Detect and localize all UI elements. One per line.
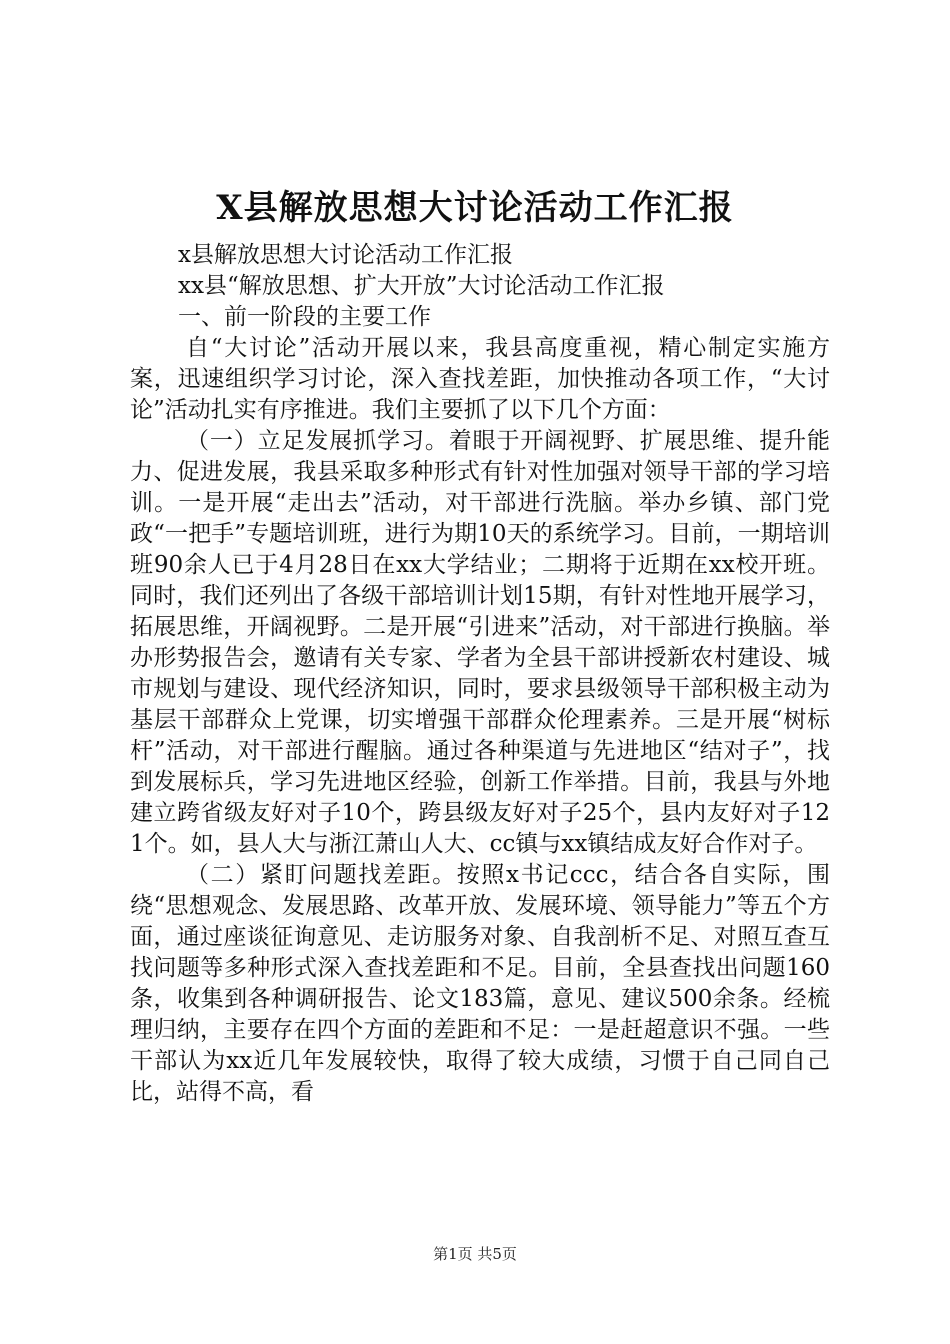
paragraph-intro: 自“大讨论”活动开展以来，我县高度重视，精心制定实施方案，迅速组织学习讨论，深入查找差距，加快推动各项工作，“大讨论”活动扎实有序推进。我们主要抓了以下几个方面： — [130, 335, 830, 423]
section-heading: 一、前一阶段的主要工作 — [178, 304, 431, 330]
subtitle-1: x县解放思想大讨论活动工作汇报 — [178, 242, 513, 268]
paragraph-gaps: （二）紧盯问题找差距。按照x书记ccc，结合各自实际，围绕“思想观念、发展思路、改革开放、发展环境、领导能力”等五个方面，通过座谈征询意见、走访服务对象、自我剖析不足、对照互查互找问题等多种形式深入查找差距和不足。目前，全县查找出问题160条，收集到各种调研报告、论文183篇，意见、建议500余条。经梳理归纳，主要存在四个方面的差距和不足：一是赶超意识不强。一些干部认为xx近几年发展较快，取得了较大成绩，习惯于自己同自己比，站得不高，看 — [130, 862, 830, 1105]
document-title: X县解放思想大讨论活动工作汇报 — [216, 188, 734, 228]
subtitle-2: xx县“解放思想、扩大开放”大讨论活动工作汇报 — [178, 273, 665, 299]
page-footer: 第1页 共5页 — [433, 1245, 517, 1263]
document-body — [130, 240, 830, 1108]
paragraph-study: （一）立足发展抓学习。着眼于开阔视野、扩展思维、提升能力、促进发展，我县采取多种形式有针对性加强对领导干部的学习培训。一是开展“走出去”活动，对干部进行洗脑。举办乡镇、部门党政“一把手”专题培训班，进行为期10天的系统学习。目前，一期培训班90余人已于4月28日在xx大学结业；二期将于近期在xx校开班。同时，我们还列出了各级干部培训计划15期，有针对性地开展学习，拓展思维，开阔视野。二是开展“引进来”活动，对干部进行换脑。举办形势报告会，邀请有关专家、学者为全县干部讲授新农村建设、城市规划与建设、现代经济知识，同时，要求县级领导干部积极主动为基层干部群众上党课，切实增强干部群众伦理素养。三是开展“树标杆”活动，对干部进行醒脑。通过各种渠道与先进地区“结对子”，找到发展标兵，学习先进地区经验，创新工作举措。目前，我县与外地建立跨省级友好对子10个，跨县级友好对子25个，县内友好对子121个。如，县人大与浙江萧山人大、cc镇与xx镇结成友好合作对子。 — [130, 428, 830, 857]
